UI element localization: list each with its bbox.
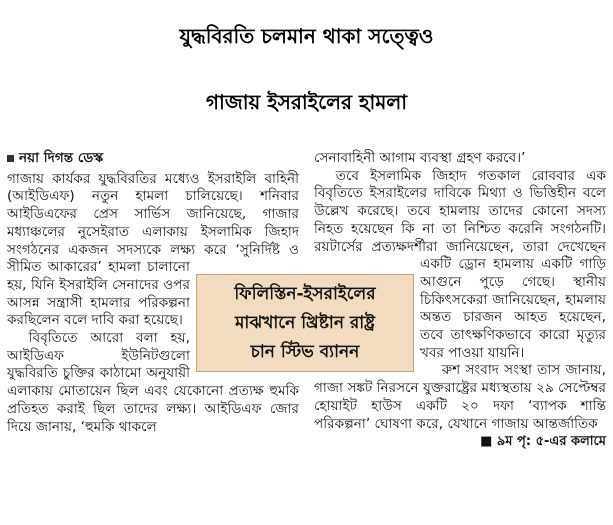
pull-quote-line: চান স্টিভ ব্যানন (250, 341, 360, 362)
pull-quote-line: মাঝখানে খ্রিষ্টান রাষ্ট্র (234, 312, 376, 333)
paragraph: বিবৃতিতে আরো বলা হয়, আইডিএফ ইউনিটগুলো যুদ্ধবিরতি চুক্তির কাঠামো অনুযায়ী এলাকায় মোতায়েন ছিল এবং যেকোনো প্রত্যক্ষ হুমকি প্রতিহত করাই ছিল তাদের লক্ষ্য। আইডিএফ জোর দিয়ে জানায়, ‘হুমকি থাকলে (7, 330, 299, 435)
paragraph: গাজায় কার্যকর যুদ্ধবিরতির মধ্যেও ইসরাইলি বাহিনী (আইডিএফ) নতুন হামলা চালিয়েছে। শনিবার আইডিএফের প্রেস সার্ভিস জানিয়েছে, গাজার মধ্যাঞ্চলের নুসেইরাত এলাকায় ইসলামিক জিহাদ সংগঠনের একজন সদস্যকে লক্ষ্য করে ‘সুনির্দিষ্ট ও সীমিত আকারের’ হামলা চালানো হয়, যিনি ইসরাইলি সেনাদের ওপর আসন্ন সন্ত্রাসী হামলার পরিকল্পনা করছিলেন বলে দাবি করা হয়েছে। (7, 170, 299, 329)
paragraph: তবে ইসলামিক জিহাদ গতকাল রোববার এক বিবৃতিতে ইসরাইলের দাবিকে মিথ্যা ও ভিত্তিহীন বলে উল্লেখ করেছে। তবে হামলায় তাদের কোনো সদস্য নিহত হয়েছেন কি না তা নিশ্চিত করেনি সংগঠনটি। রয়টার্সের প্রত্যক্ষদর্শীরা জানিয়েছেন, তারা দেখেছেন একটি ড্রোন হামলায় একটি গাড়ি আগুনে পুড়ে গেছে। স্থানীয় চিকিৎসকেরা জানিয়েছেন, হামলায় অন্তত চারজন আহত হয়েছেন, তবে তাৎক্ষণিকভাবে কারো মৃত্যুর খবর পাওয়া যায়নি। (314, 167, 606, 361)
jump-marker-icon: ■ (480, 434, 497, 450)
paragraph: রুশ সংবাদ সংস্থা তাস জানায়, গাজা সঙ্কট নিরসনে যুক্তরাষ্ট্রের মধ্যস্থতায় ২৯ সেপ্টেম্বর হোয়াইট হাউস একটি ২০ দফা ‘ব্যাপক শান্তি পরিকল্পনা’ ঘোষণা করে, যেখানে গাজায় আন্তর্জাতিক (314, 362, 606, 432)
headline-line-1: যুদ্ধবিরতি চলমান থাকা সত্ত্বেও (179, 24, 434, 48)
headline-line-2: গাজায় ইসরাইলের হামলা (205, 90, 408, 114)
paragraph: সেনাবাহিনী আগাম ব্যবস্থা গ্রহণ করবে।’ (314, 150, 526, 166)
jump-text: ৯ম পৃ: ৫-এর কলামে (496, 434, 606, 450)
pull-quote-box (196, 274, 414, 372)
continued-jump-line (314, 433, 606, 451)
byline (7, 150, 299, 168)
byline-text: নয়া দিগন্ত ডেস্ক (19, 150, 104, 166)
pull-quote-line: ফিলিস্তিন-ইসরাইলের (234, 283, 376, 304)
bullet-square-icon (7, 155, 14, 162)
